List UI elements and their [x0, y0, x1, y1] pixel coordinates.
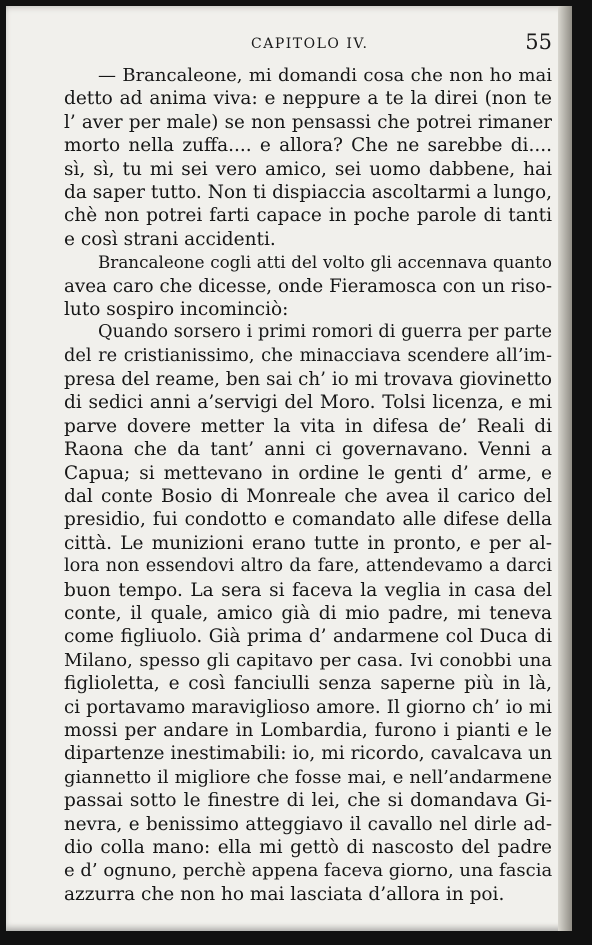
text-line: conte, il quale, amico già di mio padre, mi teneva: [64, 602, 552, 624]
text-line: Quando sorsero i primi romori di guerra per parte: [98, 322, 552, 343]
running-head: [66, 32, 552, 60]
body-text: [64, 64, 552, 906]
text-line: Milano, spesso gli capitavo per casa. Ivi conobbi una: [64, 649, 552, 671]
text-line: sì, sì, tu mi sei vero amico, sei uomo dabbene, hai: [64, 158, 552, 180]
text-line: l’ aver per male) se non pensassi che potrei rimaner: [64, 111, 552, 133]
chapter-title: CAPITOLO IV.: [251, 36, 369, 52]
text-line: ci portavamo maraviglioso amore. Il giorno ch’ io mi: [64, 696, 552, 718]
text-line: figlioletta, e così fanciulli senza saperne più in là,: [64, 673, 552, 695]
text-line: luto sospiro incominciò:: [64, 298, 289, 320]
text-line: come figliuolo. Già prima d’ andarmene col Duca di: [64, 626, 552, 648]
text-line: Brancaleone cogli atti del volto gli accennava quanto: [98, 252, 552, 273]
text-line: presidio, fui condotto e comandato alle difese della: [64, 509, 552, 531]
text-line: buon tempo. La sera si faceva la veglia in casa del: [64, 579, 552, 601]
text-line: Raona che da tant’ anni ci governavano. Venni a: [64, 439, 552, 461]
text-line: Capua; si mettevano in ordine le genti d’ arme, e: [64, 462, 552, 484]
text-line: passai sotto le finestre di lei, che si domandava Gi-: [64, 790, 552, 812]
book-page: [6, 6, 572, 931]
text-line: e così strani accidenti.: [64, 228, 276, 250]
text-line: presa del reame, ben sai ch’ io mi trovava giovinetto: [64, 369, 552, 391]
text-line: di sedici anni a’servigi del Moro. Tolsi licenza, e mi: [64, 392, 552, 414]
text-line: dipartenze inestimabili: io, mi ricordo, cavalcava un: [64, 743, 552, 765]
text-line: morto nella zuffa.... e allora? Che ne sarebbe di....: [64, 135, 552, 157]
text-line: chè non potrei farti capace in poche parole di tanti: [64, 205, 552, 227]
text-line: del re cristianissimo, che minacciava scendere all’im-: [64, 345, 552, 366]
text-line: nevra, e benissimo atteggiavo il cavallo nel dirle ad-: [64, 813, 552, 835]
text-line: città. Le munizioni erano tutte in pronto, e per al-: [64, 532, 552, 554]
text-line: — Brancaleone, mi domandi cosa che non ho mai: [98, 65, 552, 86]
text-line: mossi per andare in Lombardia, furono i pianti e le: [64, 719, 552, 741]
text-line: lora non essendovi altro da fare, attendevamo a darci: [64, 556, 552, 577]
text-line: giannetto il migliore che fosse mai, e nell’andarmene: [64, 766, 552, 788]
text-line: dio colla mano: ella mi gettò di nascosto del padre: [64, 836, 552, 858]
text-line: e d’ ognuno, perchè appena faceva giorno, una fascia: [64, 860, 553, 882]
page-number: 55: [525, 30, 552, 54]
text-line: parve dovere metter la vita in difesa de’ Reali di: [64, 415, 552, 437]
text-line: dal conte Bosio di Monreale che avea il carico del: [64, 486, 552, 508]
text-line: da saper tutto. Non ti dispiaccia ascoltarmi a lungo,: [64, 181, 552, 203]
page-edge-shadow: [558, 6, 572, 931]
text-line: avea caro che dicesse, onde Fieramosca con un riso-: [64, 275, 552, 297]
text-line: detto ad anima viva: e neppure a te la direi (non te: [64, 88, 552, 110]
text-line: azzurra che non ho mai lasciata d’allora in poi.: [64, 883, 505, 905]
